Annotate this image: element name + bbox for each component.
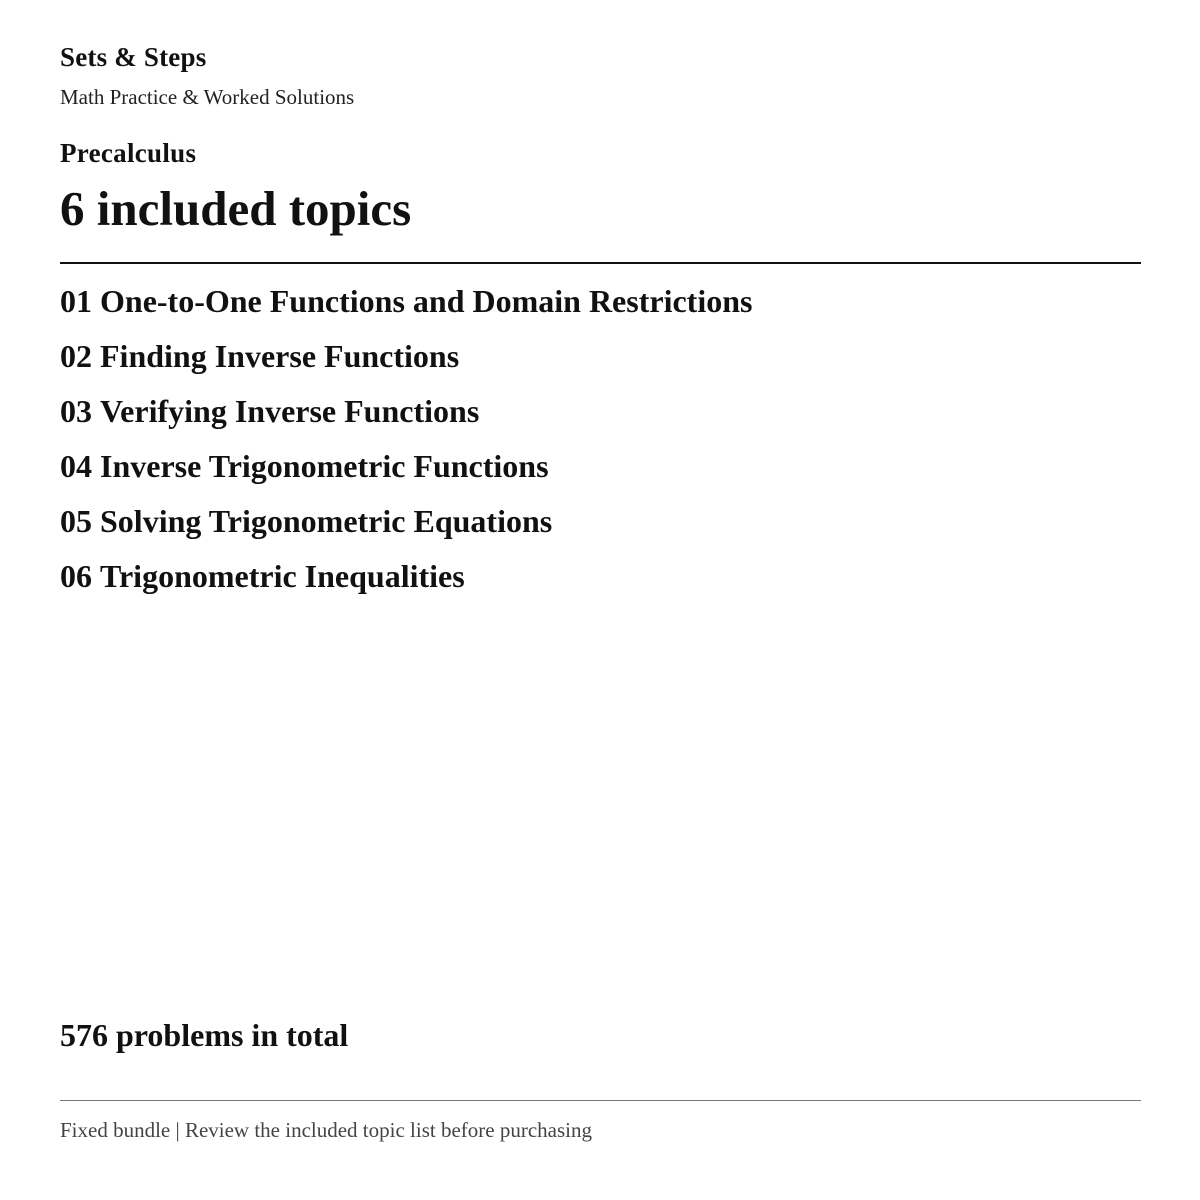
course-name: Precalculus (60, 138, 197, 168)
heading-divider (60, 262, 1141, 264)
topic-title: One-to-One Functions and Domain Restrictions (100, 283, 753, 319)
topics-heading: 6 included topics (60, 181, 412, 236)
topic-number: 04 (60, 448, 92, 484)
topic-number: 06 (60, 558, 92, 594)
topic-number: 01 (60, 283, 92, 319)
problem-total: 576 problems in total (60, 1017, 349, 1053)
topic-item (60, 391, 1141, 446)
topic-title: Solving Trigonometric Equations (100, 503, 553, 539)
topic-item (60, 501, 1141, 556)
topic-number: 05 (60, 503, 92, 539)
topic-title: Trigonometric Inequalities (100, 558, 465, 594)
bundle-page (60, 0, 1141, 1200)
topic-item (60, 281, 1141, 336)
topic-item (60, 336, 1141, 391)
topic-title: Verifying Inverse Functions (100, 393, 480, 429)
topic-number: 02 (60, 338, 92, 374)
brand-tagline: Math Practice & Worked Solutions (60, 85, 355, 109)
topic-item (60, 556, 1141, 611)
topic-number: 03 (60, 393, 92, 429)
footer-divider (60, 1100, 1141, 1101)
topic-list (60, 281, 1141, 611)
footer-note: Fixed bundle | Review the included topic list before purchasing (60, 1118, 592, 1142)
topic-item (60, 446, 1141, 501)
topic-title: Inverse Trigonometric Functions (100, 448, 549, 484)
brand-name: Sets & Steps (60, 42, 207, 72)
topic-title: Finding Inverse Functions (100, 338, 460, 374)
